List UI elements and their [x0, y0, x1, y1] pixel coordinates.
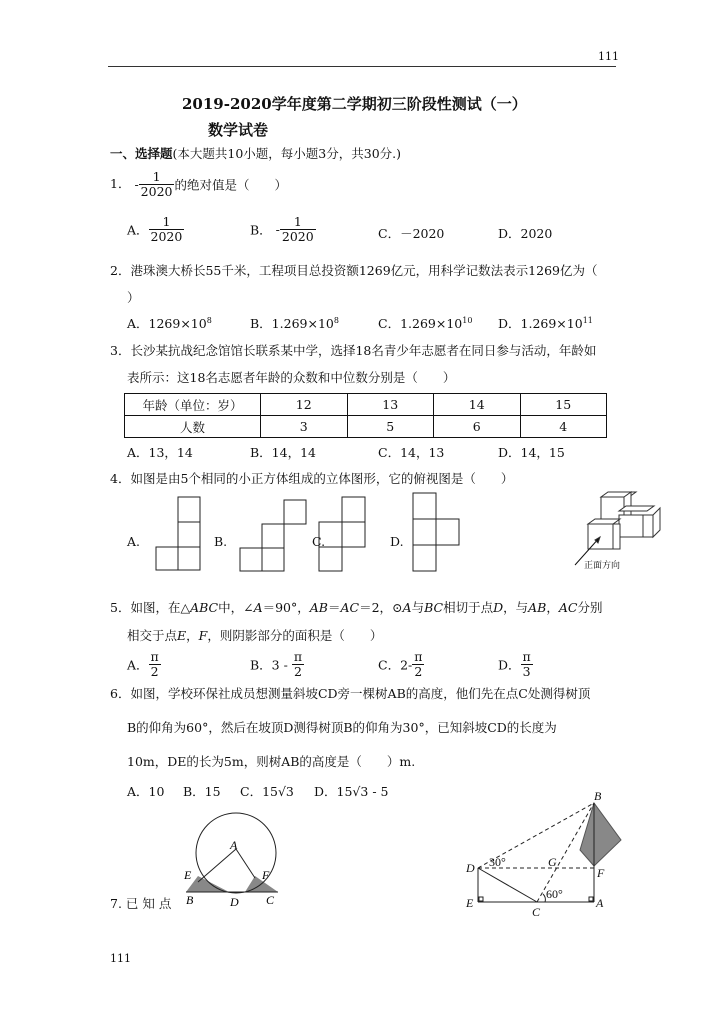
q1-sign: - [134, 176, 139, 192]
label-a: A [596, 896, 604, 910]
page-subtitle: 数学试卷 [208, 121, 269, 139]
text: D． [498, 657, 521, 673]
label-b: B [186, 893, 194, 907]
exponent: 8 [206, 315, 212, 325]
text: AC [558, 600, 578, 615]
section-note: (本大题共10小题，每小题3分，共30分.) [172, 146, 402, 161]
q6-option-a: A．10 [127, 784, 165, 799]
q1-fraction-num: 1 [139, 170, 175, 185]
q3-option-a: A．13，14 [127, 445, 193, 460]
section-label: 一、选择题 [110, 146, 173, 161]
angle-30-label: 30° [489, 855, 506, 869]
fraction [292, 650, 304, 679]
q6-figure [465, 789, 621, 919]
q5-line-1 [110, 598, 602, 616]
text: π [150, 649, 159, 664]
q7-stem: 7. 已 知 点 [110, 896, 172, 911]
label-f: F [597, 866, 605, 880]
q4-stem: 4．如图是由5个相同的小正方体组成的立体图形，它的俯视图是（ ） [110, 471, 514, 486]
frac-den: 2020 [281, 228, 314, 244]
text: 2 [293, 663, 302, 679]
text: B．3 - [250, 657, 288, 673]
table-cell: 年龄（单位：岁） [125, 394, 261, 416]
table-cell: 13 [347, 394, 434, 416]
q6-option-c: C．15√3 [240, 784, 294, 799]
label-g: G [548, 855, 557, 869]
q5-figure [183, 813, 278, 909]
text: π [414, 649, 423, 664]
q3-option-b: B．14，14 [250, 445, 316, 460]
table-cell: 12 [261, 394, 348, 416]
fraction [149, 650, 161, 679]
option-label: B． [250, 222, 272, 238]
text: BC [424, 600, 444, 615]
option-text: B．1.269×10 [250, 316, 334, 331]
page-title: 2019-2020学年度第二学期初三阶段性测试（一） [182, 95, 527, 113]
q4-option-b-label: B. [214, 534, 228, 549]
label-f: F [262, 868, 270, 882]
text: F [198, 628, 208, 643]
q3-option-c: C．14，13 [378, 445, 445, 460]
text: ＝ [327, 600, 341, 615]
q5-option-c [378, 650, 424, 679]
table-cell: 人数 [125, 416, 261, 438]
footer-page-number: 111 [110, 952, 131, 965]
text: E [177, 628, 187, 643]
option-text: A．1269×10 [127, 316, 207, 331]
text: 5．如图，在△ [110, 600, 191, 615]
text: ， [546, 600, 559, 615]
q5-option-d [498, 650, 533, 679]
table-cell: 4 [520, 416, 607, 438]
text: π [522, 649, 531, 664]
q1-stem: 的绝对值是（ ） [174, 177, 287, 193]
cube-stack-figure [575, 492, 660, 565]
exponent: 8 [333, 315, 339, 325]
q1-number: 1． [110, 175, 131, 191]
q6-line-2: B的仰角为60°，然后在坡顶D测得树顶B的仰角为30°，已知斜坡CD的长度为 [127, 720, 557, 735]
text: ，则阴影部分的面积是（ ） [207, 628, 383, 643]
text: 相交于点 [127, 628, 178, 643]
fraction [412, 650, 424, 679]
text: A． [127, 657, 149, 673]
text: 2 [150, 663, 159, 679]
exponent: 11 [582, 315, 593, 325]
text: 中，∠ [218, 600, 254, 615]
text: AC [340, 600, 360, 615]
text: ＝2，⊙ [359, 600, 403, 615]
text: ＝90°， [262, 600, 310, 615]
q5-option-a [127, 650, 161, 679]
q5-line-2 [127, 626, 382, 644]
q6-line-3: 10m，DE的长为5m，则树AB的高度是（ ）m. [127, 754, 416, 769]
text: 分别 [577, 600, 603, 615]
frac-num: 1 [149, 215, 185, 230]
text: 3 [522, 663, 531, 679]
text: AB [309, 600, 328, 615]
text: C．2- [378, 657, 413, 673]
label-d: D [230, 895, 239, 909]
q5-option-b [250, 650, 304, 679]
header-page-number: 111 [598, 50, 619, 63]
text: 与 [411, 600, 425, 615]
text: ，与 [503, 600, 529, 615]
q2-line-2: ） [127, 290, 140, 305]
q4-option-d-shape [413, 493, 459, 571]
q1-option-d: D．2020 [498, 226, 553, 241]
text: ABC [190, 600, 219, 615]
frac-num: 1 [280, 215, 316, 230]
frac-den: 2020 [150, 228, 183, 244]
table-cell: 15 [520, 394, 607, 416]
text: ， [186, 628, 199, 643]
q6-option-d: D．15√3 - 5 [314, 784, 389, 799]
text: AB [528, 600, 547, 615]
front-direction-caption: 正面方向 [584, 561, 621, 571]
angle-60-label: 60° [546, 887, 563, 901]
q3-line-1: 3．长沙某抗战纪念馆馆长联系某中学，选择18名青少年志愿者在同日参与活动，年龄如 [110, 343, 597, 358]
text: 相切于点 [443, 600, 494, 615]
table-cell: 14 [434, 394, 521, 416]
q4-option-d-label: D. [390, 534, 404, 549]
q6-line-1: 6．如图，学校环保社成员想测量斜坡CD旁一棵树AB的高度，他们先在点C处测得树顶 [110, 686, 591, 701]
table-cell: 6 [434, 416, 521, 438]
q4-option-c-label: C. [312, 534, 326, 549]
table-cell: 5 [347, 416, 434, 438]
label-e: E [184, 868, 192, 882]
q2-line-1: 2．港珠澳大桥长55千米，工程项目总投资额1269亿元，用科学记数法表示1269亿为（ [110, 263, 598, 278]
q4-option-c-shape [319, 497, 365, 571]
option-label: A． [127, 222, 149, 238]
q6-option-b: B．15 [183, 784, 221, 799]
option-text: D．1.269×10 [498, 316, 583, 331]
exponent: 10 [462, 315, 473, 325]
label-d: D [466, 861, 475, 875]
table-cell: 3 [261, 416, 348, 438]
text: π [293, 649, 303, 664]
q1-fraction-den: 2020 [140, 183, 173, 199]
text: D [493, 600, 504, 615]
q4-option-b-shape [240, 500, 306, 571]
label-c: C [266, 893, 275, 907]
option-sign: - [275, 221, 280, 237]
label-a: A [230, 838, 238, 852]
q4-option-a-label: A. [127, 534, 141, 549]
q3-line-2: 表所示：这18名志愿者年龄的众数和中位数分别是（ ） [127, 370, 456, 385]
q1-option-c: C．－2020 [378, 226, 445, 241]
text: A [402, 600, 412, 615]
label-b: B [594, 789, 602, 803]
text: 2 [414, 663, 423, 679]
option-text: C．1.269×10 [378, 316, 463, 331]
label-c: C [532, 905, 541, 919]
text: A [253, 600, 263, 615]
q3-option-d: D．14，15 [498, 445, 565, 460]
label-e: E [466, 896, 474, 910]
fraction [521, 650, 533, 679]
q4-option-a-shape [156, 497, 200, 570]
